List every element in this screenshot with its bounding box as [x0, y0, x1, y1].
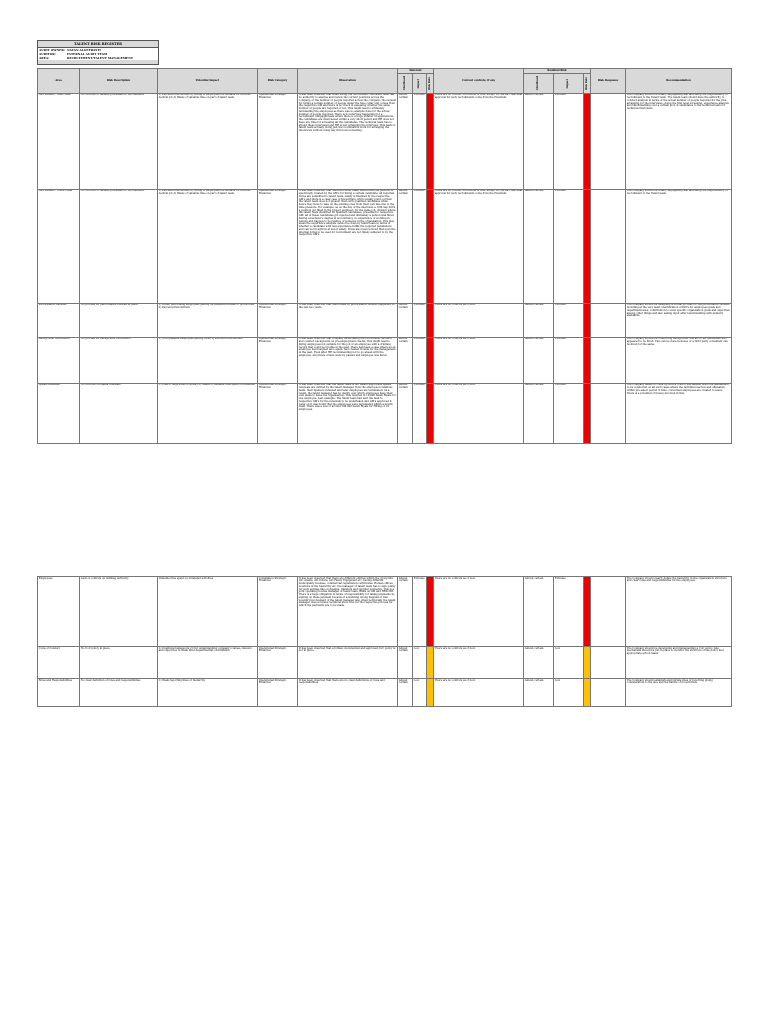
cell-area: Background Verification: [38, 337, 80, 383]
cell-risk-description: No CoC policy in place: [80, 647, 158, 679]
cell-observation: It has been observed that while hiring the recruitment, the talent team has no authority to analyse and review the current positions across the company, or the number of people required across the company; the request for hiring a certain number of people under the blue collar unit comes from the respective GM and there is no check in assessing whether the same number of people are required or not. This might lead to ultimately terminating the employees as there was no analysis done for the actual number of people required. There is no interview happening for a recruitment campaign/team where there is a huge number of applications; the candidates are interviewed within a very short period and HR does not have any time for screening all the candidates. The technical team has to attend these interviews and HR is just arranging the interview. This leads to talent team actually doing just the coordination work for arranging the interviews without doing any first level screening.: [298, 93, 398, 189]
table-row: [38, 189, 732, 303]
table-row: [38, 303, 732, 337]
cell-potential-impact: 1) Under performing employees getting increments/bonuses or promotions 2) Perceived favouritism: [158, 303, 258, 337]
cell-risk-description: No controls or defined processes for recruitments: [80, 189, 158, 303]
cell-risk-response: [591, 303, 626, 337]
cell-potential-impact: 1) Perceived favouritism 2) Hiring of employees not suitable for the non-neutral job 3) Waste of valuable time on part of talent team: [158, 93, 258, 189]
cell-res-impact: Extreme: [554, 577, 584, 647]
cell-risk-category: Operational Strategic Financial: [258, 189, 298, 303]
risk-table-bottom: [37, 576, 732, 707]
cell-res-rate: [584, 337, 591, 383]
cell-inh-impact: Extreme: [413, 337, 427, 383]
cell-inh-impact: Extreme: [413, 189, 427, 303]
cell-res-likelihood: Almost certain: [524, 93, 554, 189]
cell-inh-impact: Low: [413, 647, 427, 679]
cell-inh-rate: [427, 679, 434, 707]
cell-inh-rate: [427, 647, 434, 679]
cell-res-rate: [584, 383, 591, 443]
header-key: AREA:: [39, 56, 50, 60]
cell-risk-category: Operational Strategic Financial: [258, 383, 298, 443]
cell-risk-description: No process for background verification: [80, 337, 158, 383]
table-row: [38, 577, 732, 647]
cell-risk-category: Operational Strategic Financial: [258, 93, 298, 189]
cell-inh-impact: Extreme: [413, 383, 427, 443]
cell-current-controls: There are no controls as of now: [434, 647, 524, 679]
table-row: [38, 383, 732, 443]
col-potential-impact: Potential Impact: [158, 69, 258, 94]
cell-risk-description: No clear definition of roles and responsibilities: [80, 679, 158, 707]
cell-risk-category: Compliance Strategic Financial: [258, 577, 298, 647]
cell-area: Code of Conduct: [38, 647, 80, 679]
cell-res-impact: Extreme: [554, 303, 584, 337]
table-row: [38, 647, 732, 679]
cell-res-likelihood: Almost certain: [524, 189, 554, 303]
cell-risk-response: [591, 189, 626, 303]
col-risk-description: Risk Description: [80, 69, 158, 94]
cell-inh-impact: Extreme: [413, 93, 427, 189]
header-value: RECRUITMENT/TALENT MANAGEMENT: [67, 56, 134, 60]
header-value: NAYAN ALGETRASTI: [67, 48, 101, 52]
cell-res-impact: Low: [554, 647, 584, 679]
cell-risk-response: [591, 383, 626, 443]
cell-potential-impact: 1) Non qualified employees getting hired 2) Perceived favouritism: [158, 337, 258, 383]
cell-current-controls: There are no current controls as of now, except for the fact that final approval for such recruitments come from the President: [434, 189, 524, 303]
col-observation: Observation: [298, 69, 398, 94]
cell-risk-response: [591, 337, 626, 383]
col-res-likelihood: Likelihood: [524, 73, 554, 93]
header-value: INTERNAL AUDIT TEAM: [67, 52, 108, 56]
cell-potential-impact: Valuable time spent on unrelated activities: [158, 577, 258, 647]
cell-observation: It has been observed that there are some cases where even the position is specifically created by the GM's for hiring a certain candidate; all required forms are submitted to talent team, salary is finalized by the respective GM's and there is a clear case of favouritism. GM's usually point out that the talent team does not present them with qualified candidates while hence they have to take on the existing ones from their own line due to the time pressure. For example: as on the day of the interview, a 10th Sep 2019, a position got filled in the project engineer; for the same job, division where the talent team identified 20 qualified candidates, presented to respective GM; all of these candidates got rejected and ultimately a person was hired having a bachelor's degree in accountancy, no experience of working in remote and happen to be relative of someone in the organisation. This may mean the experience analysis cannot be done by talent team in terms of whether a candidate with less experience fulfils the required parameters and can be brought in at lower salary. It has also been noticed that even the internal forms to be used for recruitment are not timely adhered to by the respective GM's.: [298, 189, 398, 303]
cell-res-impact: Extreme: [554, 337, 584, 383]
cell-inh-impact: Extreme: [413, 577, 427, 647]
cell-observation: It has been observed that company faces taking the recruitment decision and conduct background on pre-employment checks. This might lead to hiring employees not suitable for the job or an employee with a criminal record that could be trouble in the past. There had been a case where an ex-employee had resigned and, again, had created trouble for the management in the past. Even after HR recommending not to go ahead with the employee, all private orders were by passed and employee was hired.: [298, 337, 398, 383]
col-current-controls: Current controls, if any: [434, 69, 524, 94]
cell-risk-description: Lack of controls on defining authority: [80, 577, 158, 647]
cell-inh-likelihood: Almost certain: [398, 647, 413, 679]
register-title: TALENT RISK REGISTER: [38, 41, 158, 48]
cell-inh-rate: [427, 383, 434, 443]
cell-res-rate: [584, 577, 591, 647]
cell-observation: It has been observed that there are different entities within the group like AlC Arabia, AlC Polera, AlC Heavy Equipment etc. having different municipality licenses, commercial registration certificates, Human offices, locations in the hierarchy etc. the manager of talent team has to sign jointly for such entities like on designs, transfers and supplier payments. This is a joint operating license manager of talent team. Basis on GM and HRD DM. There is a huge obligation in terms of responsibility for taking payments by signing on these payment because if something wrong happens it was wouldn't involvement of the talent manager also when technically the talent manager does not have technical know how for the respective process for which the payments are to be made.: [298, 577, 398, 647]
cell-recommendation: The Company should be developing and implementing a CoC policy. Also mechanism should be put in place to monitor the structure of the policy and appropriate action taken.: [626, 647, 732, 679]
cell-current-controls: There are no controls as of now: [434, 383, 524, 443]
cell-observation: It has been observed that there are no clear definitions of roles and responsibilities.: [298, 679, 398, 707]
cell-res-likelihood: Almost certain: [524, 303, 554, 337]
cell-res-rate: [584, 679, 591, 707]
cell-potential-impact: 1) Loss of huge sums of money 2) Waste of valuable time spent on renewals: [158, 383, 258, 443]
cell-area: Recruitment - Blue collar: [38, 93, 80, 189]
cell-current-controls: There are no controls as of now: [434, 337, 524, 383]
cell-risk-category: Operational Strategic Financial: [258, 647, 298, 679]
cell-risk-category: Operational Strategic Financial: [258, 337, 298, 383]
header-key: AUDIT OWNER:: [39, 48, 65, 52]
cell-inh-likelihood: Almost certain: [398, 337, 413, 383]
col-risk-category: Risk Category: [258, 69, 298, 94]
cell-area: Performance Reviews: [38, 303, 80, 337]
register-header: [37, 40, 159, 65]
cell-risk-response: [591, 93, 626, 189]
cell-area: Roles and Responsibilities: [38, 679, 80, 707]
cell-res-rate: [584, 189, 591, 303]
cell-recommendation: The Company needs to come up with a control mechanism hosts the assessment to be conducted on all such cases where the terminal reaction and ultimately within pre-select period of time, concerned employees are created to leave. There is a potential of money involved in this.: [626, 383, 732, 443]
cell-area: Employees: [38, 577, 80, 647]
cell-inh-rate: [427, 303, 434, 337]
cell-inh-rate: [427, 577, 434, 647]
cell-inh-rate: [427, 337, 434, 383]
col-inh-likelihood: Likelihood: [398, 73, 413, 93]
cell-risk-response: [591, 679, 626, 707]
col-area: Area: [38, 69, 80, 94]
cell-res-impact: Extreme: [554, 189, 584, 303]
cell-recommendation: The Company should be clearly segregating and allocating the responsibility of recruitment to the Talent team. The talent team should have the authority to conduct analysis in terms of the actual number of people required for the jobs, arranging for the interviews, doing the first level screening, experience analysis and benchmarking over a certain pool of candidates to the technical team for technical interviews.: [626, 93, 732, 189]
cell-risk-description: No process for performance reviews in place: [80, 303, 158, 337]
cell-recommendation: The Company should be clearly segregating and allocating the responsibility of recruitment to the Talent team.: [626, 189, 732, 303]
cell-observation: It has been observed that a formal, documented and approved CoC policy is not in place.: [298, 647, 398, 679]
col-inherent: Inherent: [398, 69, 434, 74]
cell-res-rate: [584, 303, 591, 337]
cell-risk-category: Operational Strategic Financial: [258, 679, 298, 707]
cell-res-likelihood: Almost certain: [524, 647, 554, 679]
table-row: [38, 679, 732, 707]
cell-current-controls: There are no controls as of now: [434, 577, 524, 647]
cell-risk-description: No controls or defined processes for recruitments: [80, 93, 158, 189]
cell-recommendation: The Company should establish appropriate lines of reporting giving consideration to the size and the nature of its activities.: [626, 679, 732, 707]
cell-potential-impact: 1) Perceived favouritism 2) Hiring of employees not suitable for the non-neutral job 3) Waste of valuable time on part of talent team: [158, 189, 258, 303]
risk-table-top: [37, 68, 732, 444]
table-row: [38, 93, 732, 189]
cell-inh-likelihood: Almost certain: [398, 189, 413, 303]
cell-inh-likelihood: Almost certain: [398, 93, 413, 189]
cell-res-impact: Extreme: [554, 93, 584, 189]
cell-current-controls: There are no controls as of now: [434, 303, 524, 337]
cell-inh-likelihood: Almost certain: [398, 383, 413, 443]
cell-potential-impact: 1) Unethical behaviours 2) Not understanding company's values, mission and objectives 3) Weak inter-departmental coordination: [158, 647, 258, 679]
cell-res-rate: [584, 93, 591, 189]
cell-recommendation: The Company should clearly define the hierarchy in the organization structure and clear roles and responsibilities for the employees.: [626, 577, 732, 647]
cell-res-rate: [584, 647, 591, 679]
cell-res-likelihood: Almost certain: [524, 577, 554, 647]
col-residual: Residual Risk: [524, 69, 591, 74]
cell-recommendation: The Company should be conducting background checks for all candidates who appeared to be hired. This can be done in-house or a third party consultant can be hired for the same.: [626, 337, 732, 383]
cell-observation: It has been observed that the talent team is not aware employees Iqama renewals are carried by the talent manager from the employee's relatives team, their Iqama is renewed and later employees are terminated. As a result, the talent manager has no clarity over which employees have their own plans to leave the organisation. This resulted in 10,000 Saudi Riyals for one employee. Last example: The talent team had sent the mail to respective GM's for the renewals to be undertaken and GM's approved it. Later on it was found that the employees were terminated within a month itself. There was a loss of around 100,000 Saudi Riyals for Hiring of 10 employees.: [298, 383, 398, 443]
cell-inh-rate: [427, 93, 434, 189]
cell-potential-impact: 1) Weak reporting lines or hierarchy: [158, 679, 258, 707]
cell-observation: It has been observed that there basis on performance reviews happened for the last two years.: [298, 303, 398, 337]
cell-res-impact: Extreme: [554, 383, 584, 443]
cell-current-controls: There are no controls as of now: [434, 679, 524, 707]
cell-inh-likelihood: Almost certain: [398, 577, 413, 647]
cell-risk-response: [591, 577, 626, 647]
cell-risk-category: Operational Strategic Financial: [258, 303, 298, 337]
col-res-impact: Impact: [554, 73, 584, 93]
header-key: AUDITOR:: [39, 52, 56, 56]
cell-risk-response: [591, 647, 626, 679]
cell-inh-likelihood: Almost certain: [398, 679, 413, 707]
cell-res-impact: Low: [554, 679, 584, 707]
cell-area: Recruitment - White collar: [38, 189, 80, 303]
cell-res-likelihood: Almost certain: [524, 383, 554, 443]
cell-current-controls: There are no current controls as of now, except for the fact that final approval for such recruitments come from the President: [434, 93, 524, 189]
cell-inh-likelihood: Almost certain: [398, 303, 413, 337]
cell-risk-description: No controls on Iqama renewals: [80, 383, 158, 443]
col-risk-response: Risk Response: [591, 69, 626, 94]
header-spacer: [38, 60, 158, 64]
cell-inh-impact: Low: [413, 679, 427, 707]
cell-recommendation: The Company should be designing a formal process for the performance reviews including at the very least, identification of KPI's for employees goals and department-wise, contribution to some specific organization goals and objectives among other things and also asking input after benchmarking with industry standards.: [626, 303, 732, 337]
table-row: [38, 337, 732, 383]
col-recommendation: Recommendation: [626, 69, 732, 94]
header-row-area: [38, 56, 158, 60]
cell-area: Iqama Renewals: [38, 383, 80, 443]
cell-res-likelihood: Almost certain: [524, 337, 554, 383]
col-inh-impact: Impact: [413, 73, 427, 93]
cell-inh-rate: [427, 189, 434, 303]
col-res-rate: Risk Rate: [584, 73, 591, 93]
col-inh-rate: Risk Rate: [427, 73, 434, 93]
cell-inh-impact: Extreme: [413, 303, 427, 337]
cell-res-likelihood: Almost certain: [524, 679, 554, 707]
